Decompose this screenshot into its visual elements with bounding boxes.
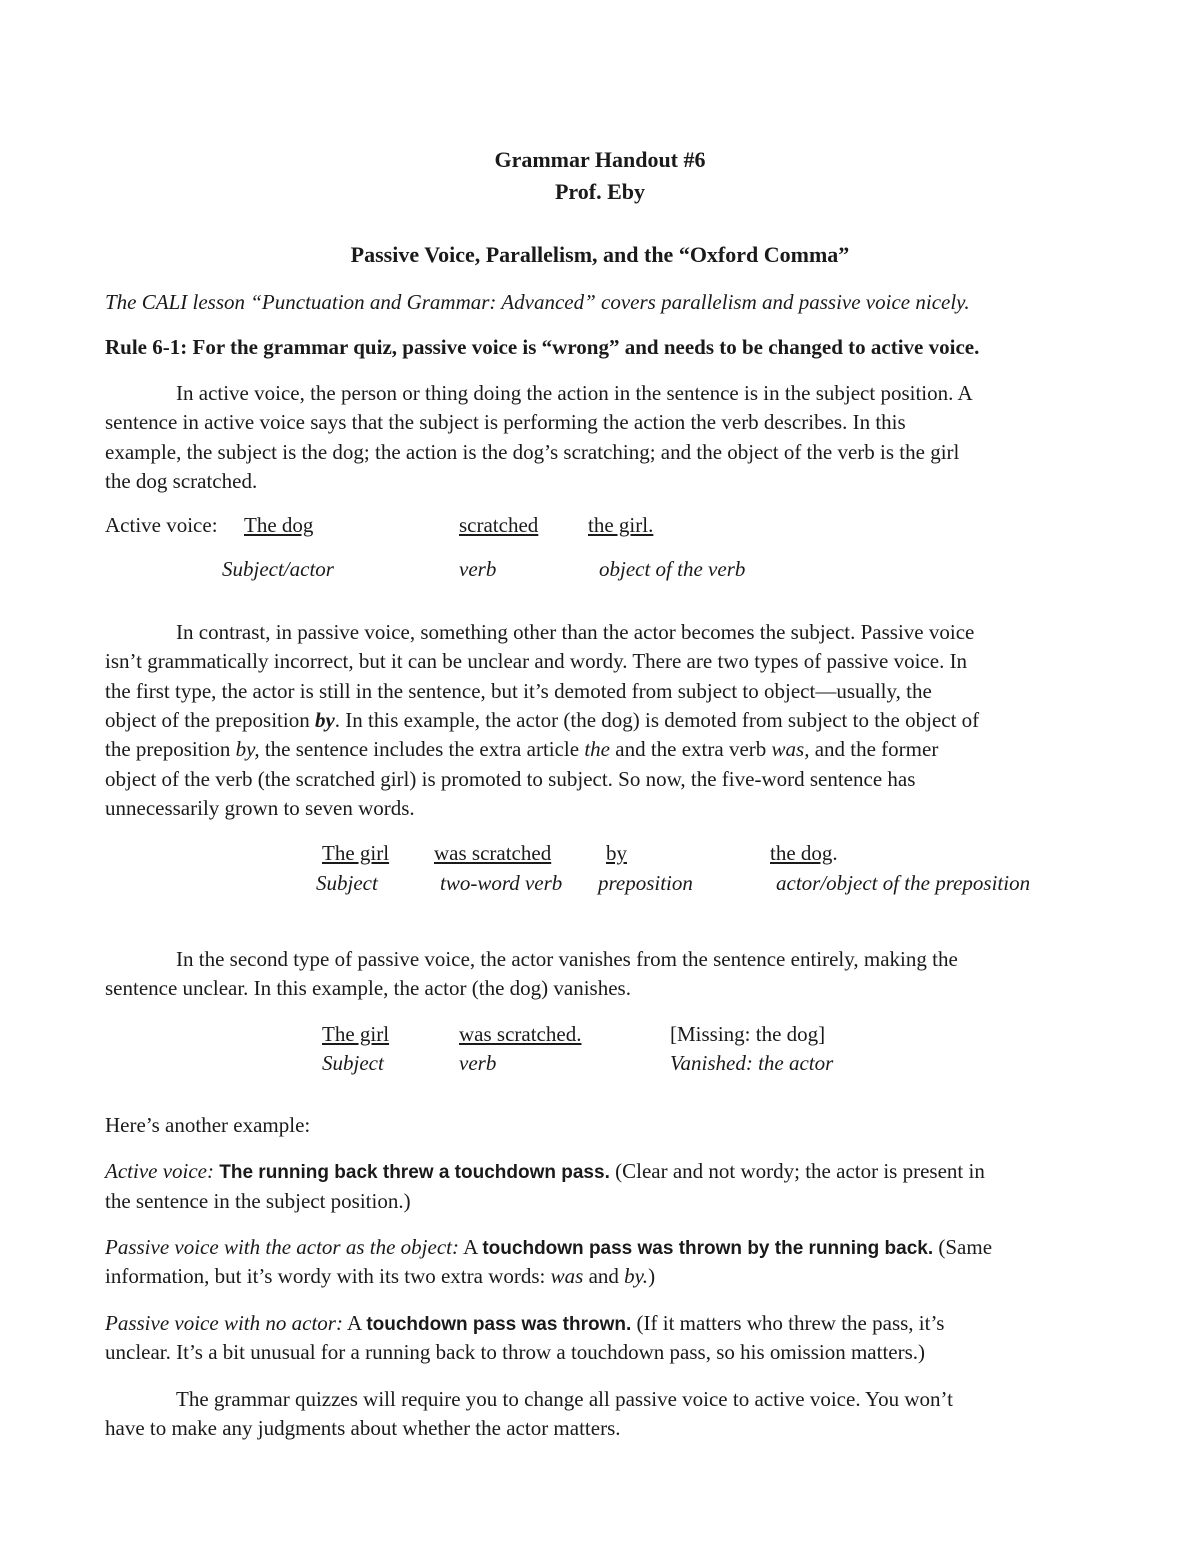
document-subtitle: Passive Voice, Parallelism, and the “Oxford Comma”	[350, 242, 850, 267]
para2-line: unnecessarily grown to seven words.	[105, 796, 415, 820]
passive1-object-role: actor/object of the preposition	[776, 871, 1031, 895]
active-example-verb-role: verb	[459, 557, 497, 581]
passive1-object: the dog.	[770, 841, 838, 865]
passive1-prep-role: preposition	[598, 871, 693, 895]
active-example-object: the girl.	[588, 513, 654, 537]
passive1-subject: The girl	[322, 841, 390, 865]
example-passive-actor-line: information, but it’s wordy with its two extra words: was and by.)	[105, 1264, 656, 1288]
para1-line: In active voice, the person or thing doing the action in the sentence is in the subject position. A	[176, 381, 973, 405]
passive2-verb-role: verb	[459, 1051, 497, 1075]
document-author: Prof. Eby	[554, 179, 646, 204]
example-active-line: Active voice: The running back threw a touchdown pass. (Clear and not wordy; the actor is present in	[105, 1159, 985, 1183]
example-active-line: the sentence in the subject position.)	[105, 1189, 411, 1213]
another-example-heading: Here’s another example:	[105, 1113, 311, 1137]
passive1-verb: was scratched	[434, 841, 552, 865]
intro-note: The CALI lesson “Punctuation and Grammar: Advanced” covers parallelism and passive voice nicely.	[105, 290, 970, 314]
active-example-subject-role: Subject/actor	[222, 557, 334, 581]
para2-line: In contrast, in passive voice, something other than the actor becomes the subject. Passive voice	[176, 620, 975, 644]
passive1-verb-role: two-word verb	[440, 871, 563, 895]
example-passive-none-line: Passive voice with no actor: A touchdown pass was thrown. (If it matters who threw the pass, it’s	[105, 1311, 945, 1335]
active-example-subject: The dog	[244, 513, 314, 537]
para2-line: object of the verb (the scratched girl) is promoted to subject. So now, the five-word sentence has	[105, 767, 916, 791]
para4-line: have to make any judgments about whether the actor matters.	[105, 1416, 621, 1440]
para1-line: the dog scratched.	[105, 469, 258, 493]
document-title: Grammar Handout #6	[494, 147, 706, 172]
para3-line: sentence unclear. In this example, the actor (the dog) vanishes.	[105, 976, 631, 1000]
passive2-verb: was scratched.	[459, 1022, 582, 1046]
active-example-object-role: object of the verb	[599, 557, 746, 581]
passive2-missing: [Missing: the dog]	[670, 1022, 826, 1046]
passive1-preposition: by	[606, 841, 627, 865]
passive2-missing-role: Vanished: the actor	[670, 1051, 834, 1075]
example-passive-none-line: unclear. It’s a bit unusual for a running back to throw a touchdown pass, so his omission matters.)	[105, 1340, 926, 1364]
passive1-subject-role: Subject	[316, 871, 378, 895]
para4-line: The grammar quizzes will require you to change all passive voice to active voice. You won’t	[176, 1387, 953, 1411]
active-example-verb: scratched	[459, 513, 539, 537]
rule-6-1: Rule 6-1: For the grammar quiz, passive voice is “wrong” and needs to be changed to active voice.	[105, 335, 980, 359]
passive2-subject: The girl	[322, 1022, 390, 1046]
para3-line: In the second type of passive voice, the actor vanishes from the sentence entirely, making the	[176, 947, 958, 971]
example-passive-actor-line: Passive voice with the actor as the object: A touchdown pass was thrown by the running back. (Same	[105, 1235, 993, 1259]
para2-line: the first type, the actor is still in the sentence, but it’s demoted from subject to object—usually, the	[105, 679, 932, 703]
para2-line: isn’t grammatically incorrect, but it can be unclear and wordy. There are two types of passive voice. In	[105, 649, 968, 673]
para2-line: object of the preposition by. In this example, the actor (the dog) is demoted from subject to the object of	[105, 708, 980, 732]
para1-line: sentence in active voice says that the subject is performing the action the verb describes. In this	[105, 410, 906, 434]
passive2-subject-role: Subject	[322, 1051, 384, 1075]
active-example-label: Active voice:	[105, 513, 218, 537]
para2-line: the preposition by, the sentence includes the extra article the and the extra verb was, and the former	[105, 737, 939, 761]
para1-line: example, the subject is the dog; the action is the dog’s scratching; and the object of the verb is the girl	[105, 440, 960, 464]
